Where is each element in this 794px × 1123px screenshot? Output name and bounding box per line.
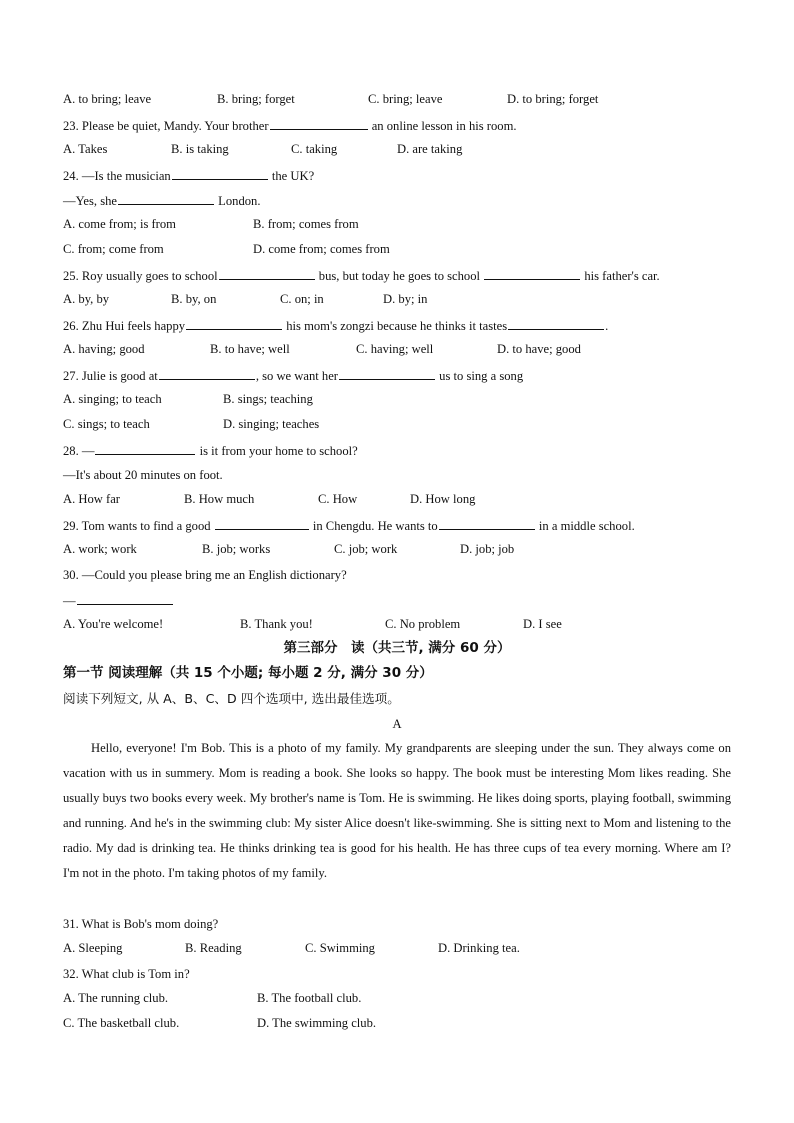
q25-stem	[63, 267, 660, 284]
answer-blank	[77, 592, 173, 605]
q31-option-d: D. Drinking tea.	[438, 941, 520, 955]
q23-stem	[63, 117, 517, 134]
q25-stem-text-end: his father's car.	[581, 269, 660, 283]
q25-stem-text-mid: bus, but today he goes to school	[315, 269, 484, 283]
q23-option-b: B. is taking	[171, 142, 229, 156]
q27-stem-text: 27. Julie is good at	[63, 369, 158, 383]
q23-option-a: A. Takes	[63, 142, 108, 156]
answer-blank	[439, 517, 535, 530]
q27-stem-text-mid: , so we want her	[255, 369, 338, 383]
answer-blank	[159, 367, 255, 380]
q25-option-c: C. on; in	[280, 292, 324, 306]
q24-option-a: A. come from; is from	[63, 217, 176, 231]
q27-stem	[63, 367, 523, 384]
q27-option-d: D. singing; teaches	[223, 417, 320, 431]
q29-option-c: C. job; work	[334, 542, 398, 556]
q22-option-c: C. bring; leave	[368, 92, 443, 106]
answer-blank	[118, 192, 214, 205]
q26-stem-text-end: .	[605, 319, 609, 333]
q32-option-c: C. The basketball club.	[63, 1016, 180, 1030]
q26-option-d: D. to have; good	[497, 342, 581, 356]
q27-option-b: B. sings; teaching	[223, 392, 313, 406]
q29-stem-text: 29. Tom wants to find a good	[63, 519, 214, 533]
q28-reply: —It's about 20 minutes on foot.	[63, 468, 223, 482]
q25-option-d: D. by; in	[383, 292, 428, 306]
q26-stem-text: 26. Zhu Hui feels happy	[63, 319, 186, 333]
answer-blank	[508, 317, 604, 330]
q31-option-a: A. Sleeping	[63, 941, 123, 955]
q24-reply-text-end: London.	[215, 194, 261, 208]
q24-reply-text: —Yes, she	[63, 194, 118, 208]
q24-option-d: D. come from; comes from	[253, 242, 390, 256]
q23-stem-text-end: an online lesson in his room.	[368, 119, 517, 133]
answer-blank	[484, 267, 580, 280]
q22-option-a: A. to bring; leave	[63, 92, 152, 106]
q26-stem-text-mid: his mom's zongzi because he thinks it tastes	[283, 319, 508, 333]
q26-option-c: C. having; well	[356, 342, 434, 356]
q22-option-d: D. to bring; forget	[507, 92, 599, 106]
q31-option-c: C. Swimming	[305, 941, 375, 955]
q25-option-a: A. by, by	[63, 292, 110, 306]
q27-option-a: A. singing; to teach	[63, 392, 162, 406]
reading-instruction: 阅读下列短文, 从 A、B、C、D 四个选项中, 选出最佳选项。	[63, 691, 400, 706]
q29-stem	[63, 517, 635, 534]
q29-stem-text-end: in a middle school.	[535, 519, 635, 533]
q26-option-a: A. having; good	[63, 342, 145, 356]
q32-option-b: B. The football club.	[257, 991, 362, 1005]
q24-reply	[63, 192, 261, 209]
q23-option-c: C. taking	[291, 142, 338, 156]
answer-blank	[270, 117, 368, 130]
q24-stem-text-end: the UK?	[268, 169, 315, 183]
passage-label: A	[392, 717, 402, 731]
q28-option-d: D. How long	[410, 492, 476, 506]
answer-blank	[219, 267, 315, 280]
q30-reply-text: —	[63, 594, 76, 608]
q28-option-c: C. How	[318, 492, 358, 506]
q30-option-c: C. No problem	[385, 617, 461, 631]
q31-option-b: B. Reading	[185, 941, 242, 955]
q30-option-a: A. You're welcome!	[63, 617, 164, 631]
q29-option-d: D. job; job	[460, 542, 515, 556]
q29-option-a: A. work; work	[63, 542, 137, 556]
section-one-heading: 第一节 阅读理解（共 15 个小题; 每小题 2 分, 满分 30 分）	[63, 665, 433, 681]
q30-option-d: D. I see	[523, 617, 562, 631]
q25-option-b: B. by, on	[171, 292, 217, 306]
q24-stem	[63, 167, 314, 184]
passage-text: Hello, everyone! I'm Bob. This is a photo of my family. My grandparents are sleeping under the sun. They always come on vacation with us in summery. Mom is reading a book. She looks so happy. The book must be interesting Mom likes reading. She usually buys two books every week. My brother's name is Tom. He is swimming. He likes doing sports, playing football, swimming and running. And he's in the swimming club: My sister Alice doesn't like-swimming. She is sitting next to Mom and listening to the radio. My dad is drinking tea. He thinks drinking tea is good for his health. He has three cups of tea every morning. Where am I? I'm not in the photo. I'm taking photos of my family.	[63, 741, 731, 880]
q28-stem-text-end: is it from your home to school?	[196, 444, 358, 458]
q27-stem-text-end: us to sing a song	[436, 369, 524, 383]
q29-option-b: B. job; works	[202, 542, 271, 556]
q26-stem	[63, 317, 608, 334]
q24-option-b: B. from; comes from	[253, 217, 359, 231]
q27-option-c: C. sings; to teach	[63, 417, 150, 431]
q29-stem-text-mid: in Chengdu. He wants to	[309, 519, 438, 533]
q25-stem-text: 25. Roy usually goes to school	[63, 269, 218, 283]
q31-stem: 31. What is Bob's mom doing?	[63, 917, 219, 931]
answer-blank	[95, 442, 195, 455]
q24-stem-text: 24. —Is the musician	[63, 169, 171, 183]
q32-option-a: A. The running club.	[63, 991, 169, 1005]
q28-option-b: B. How much	[184, 492, 255, 506]
q26-option-b: B. to have; well	[210, 342, 290, 356]
q23-option-d: D. are taking	[397, 142, 463, 156]
answer-blank	[215, 517, 309, 530]
answer-blank	[186, 317, 282, 330]
q24-option-c: C. from; come from	[63, 242, 164, 256]
answer-blank	[172, 167, 268, 180]
q32-option-d: D. The swimming club.	[257, 1016, 377, 1030]
q28-option-a: A. How far	[63, 492, 121, 506]
q30-reply	[63, 592, 174, 609]
q28-stem-text: 28. —	[63, 444, 95, 458]
q28-stem	[63, 442, 358, 459]
q23-stem-text: 23. Please be quiet, Mandy. Your brother	[63, 119, 269, 133]
answer-blank	[339, 367, 435, 380]
q30-option-b: B. Thank you!	[240, 617, 313, 631]
part-three-heading: 第三部分 读（共三节, 满分 60 分）	[283, 640, 511, 656]
q30-stem: 30. —Could you please bring me an English dictionary?	[63, 568, 347, 582]
q32-stem: 32. What club is Tom in?	[63, 967, 190, 981]
q22-option-b: B. bring; forget	[217, 92, 295, 106]
